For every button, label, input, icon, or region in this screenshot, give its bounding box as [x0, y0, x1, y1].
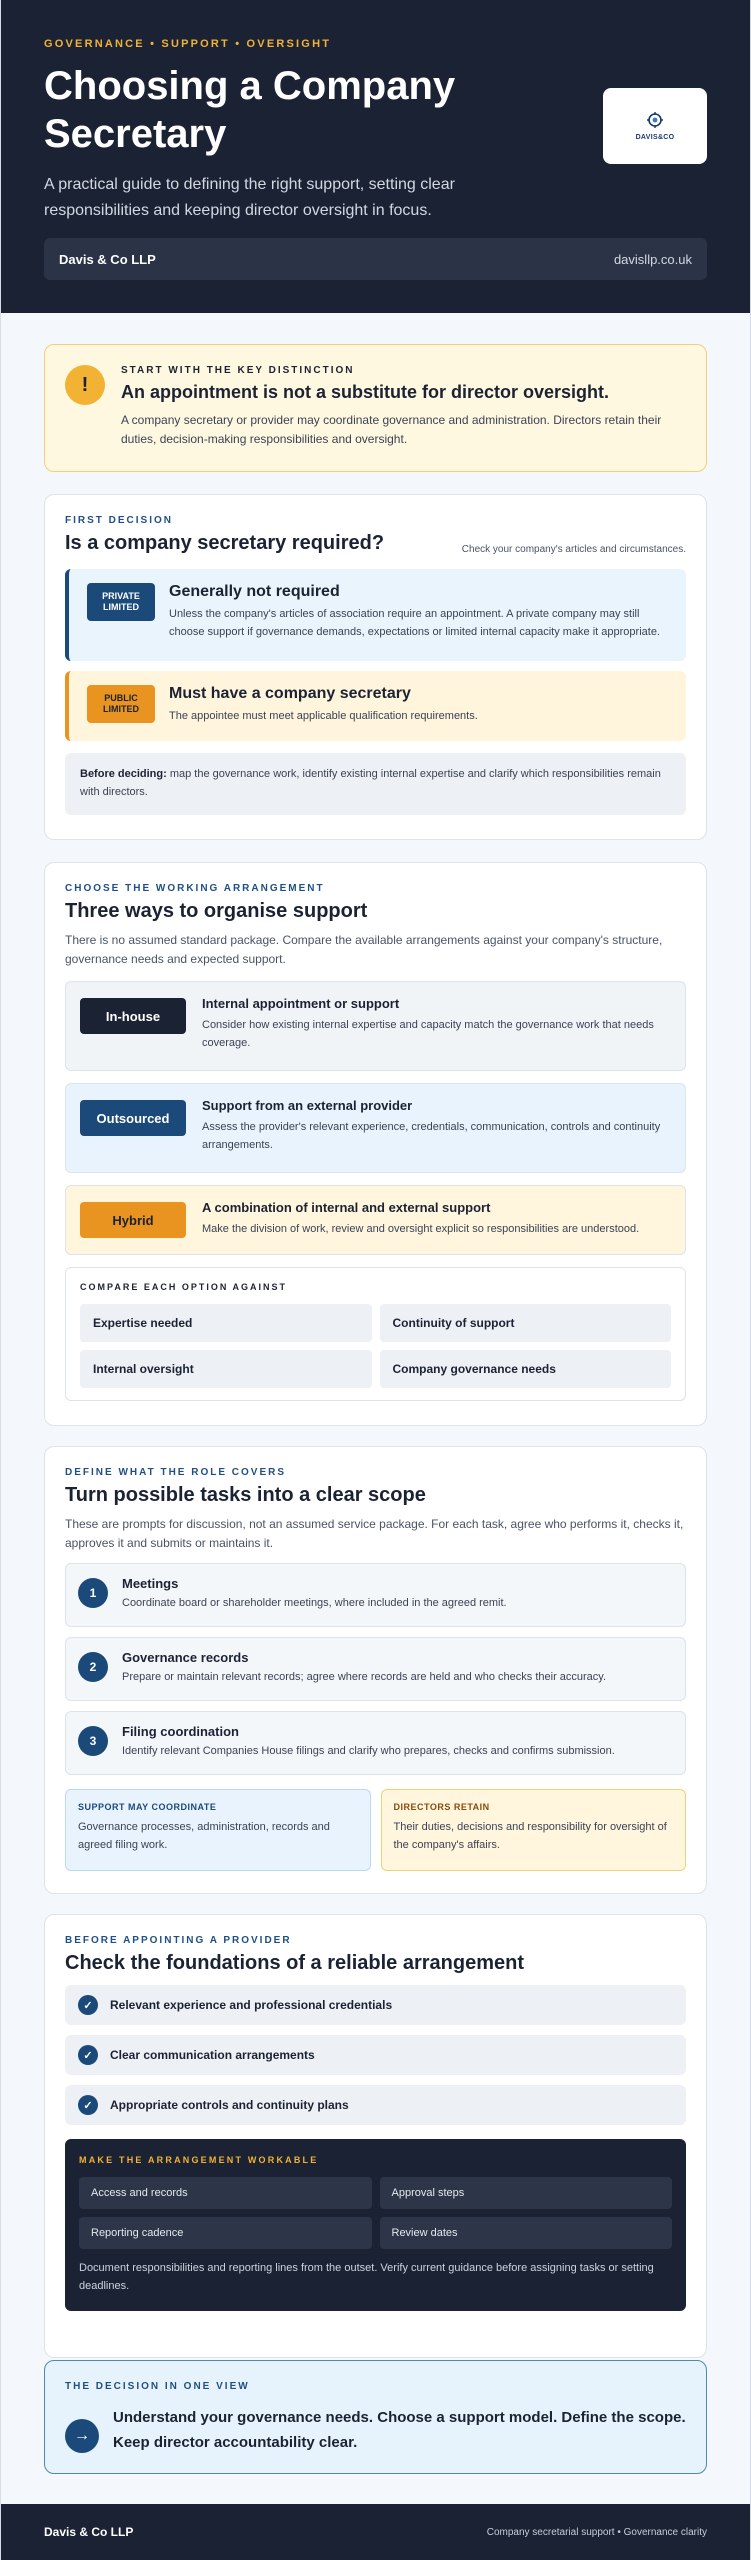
compare-item: Internal oversight — [80, 1350, 372, 1388]
alert-title: An appointment is not a substitute for director oversight. — [121, 382, 610, 402]
task-number: 1 — [78, 1578, 108, 1608]
hero — [1, 0, 750, 313]
private-option-title: Generally not required — [169, 583, 340, 600]
compare-item: Continuity of support — [380, 1304, 672, 1342]
private-limited-option — [65, 569, 686, 661]
workable-item: Approval steps — [380, 2177, 673, 2209]
workable-grid — [79, 2177, 672, 2249]
roles-grid — [65, 1789, 686, 1871]
private-option-text: Unless the company's articles of association require an appointment. A private company may still choose support if governance demands, expectations or limited internal capacity make it appropriate. — [169, 608, 660, 638]
check-icon: ✓ — [78, 2095, 98, 2115]
hero-lead: A practical guide to defining the right support, setting clear responsibilities and keeping director oversight in focus. — [44, 176, 455, 219]
check-item — [65, 2085, 686, 2125]
compare-item: Expertise needed — [80, 1304, 372, 1342]
task-title: Governance records — [122, 1650, 249, 1665]
arrangements-desc: There is no assumed standard package. Compare the available arrangements against your company's structure, governance needs and expected support. — [65, 933, 663, 966]
arrangement-title: Internal appointment or support — [202, 996, 400, 1011]
scope-title: Turn possible tasks into a clear scope — [65, 1484, 426, 1506]
arrangements-title: Three ways to organise support — [65, 900, 368, 922]
page-title: Choosing a Company Secretary — [44, 64, 456, 156]
decision-head — [65, 526, 686, 555]
hero-bar — [44, 238, 707, 280]
logo-mark-icon — [642, 111, 668, 131]
workable-item: Access and records — [79, 2177, 372, 2209]
workable-item: Reporting cadence — [79, 2217, 372, 2249]
note-label: Before deciding: — [80, 768, 167, 780]
logo-text: DAVIS&CO — [635, 134, 675, 141]
hero-firm: Davis & Co LLP — [59, 251, 156, 267]
logo — [603, 88, 707, 164]
support-may-coordinate-box — [65, 1789, 371, 1871]
hybrid-badge: Hybrid — [80, 1202, 186, 1238]
compare-grid — [80, 1304, 671, 1388]
compare-item: Company governance needs — [380, 1350, 672, 1388]
support-title: SUPPORT MAY COORDINATE — [78, 1802, 217, 1812]
foundations-section — [44, 1914, 707, 2358]
public-option-title: Must have a company secretary — [169, 685, 411, 702]
note-text: map the governance work, identify existing internal expertise and clarify which responsibilities remain with directors. — [80, 768, 661, 798]
arrangement-outsourced — [65, 1083, 686, 1173]
arrangement-text: Assess the provider's relevant experience, credentials, communication, controls and continuity arrangements. — [202, 1121, 661, 1151]
check-label: Appropriate controls and continuity plans — [110, 2098, 349, 2112]
alert-eyebrow: START WITH THE KEY DISTINCTION — [121, 365, 355, 376]
arrangement-hybrid — [65, 1185, 686, 1255]
decision-title: Is a company secretary required? — [65, 532, 385, 554]
public-limited-option — [65, 671, 686, 741]
workable-title: MAKE THE ARRANGEMENT WORKABLE — [79, 2155, 319, 2165]
scope-desc: These are prompts for discussion, not an assumed service package. For each task, agree who performs it, checks it, approves it and submits or maintains it. — [65, 1517, 684, 1550]
task-number: 3 — [78, 1726, 108, 1756]
foundations-title: Check the foundations of a reliable arrangement — [65, 1952, 524, 1974]
decision-eyebrow: FIRST DECISION — [65, 515, 174, 526]
support-text: Governance processes, administration, records and agreed filing work. — [78, 1821, 330, 1851]
workable-box — [65, 2139, 686, 2311]
first-decision-section — [44, 494, 707, 840]
check-icon: ✓ — [78, 2045, 98, 2065]
private-limited-badge: PRIVATE LIMITED — [87, 583, 155, 621]
arrangements-section — [44, 862, 707, 1426]
arrangement-title: A combination of internal and external support — [202, 1200, 491, 1215]
oneview-text: Understand your governance needs. Choose a support model. Define the scope. Keep director accountability clear. — [113, 2409, 686, 2451]
check-item — [65, 2035, 686, 2075]
task-item — [65, 1637, 686, 1701]
hero-site-link[interactable]: davisllp.co.uk — [613, 251, 692, 267]
warning-icon: ! — [65, 365, 105, 405]
in-house-badge: In-house — [80, 998, 186, 1034]
hero-eyebrow: GOVERNANCE • SUPPORT • OVERSIGHT — [44, 38, 332, 50]
check-label: Relevant experience and professional credentials — [110, 1998, 393, 2012]
oneview-eyebrow: THE DECISION IN ONE VIEW — [65, 2381, 250, 2392]
arrangements-eyebrow: CHOOSE THE WORKING ARRANGEMENT — [65, 883, 325, 894]
compare-box — [65, 1267, 686, 1401]
task-title: Meetings — [122, 1576, 179, 1591]
public-limited-badge: PUBLIC LIMITED — [87, 685, 155, 723]
footer — [1, 2504, 750, 2560]
task-item — [65, 1711, 686, 1775]
scope-section — [44, 1446, 707, 1894]
before-deciding-note — [65, 753, 686, 815]
workable-item: Review dates — [380, 2217, 673, 2249]
directors-text: Their duties, decisions and responsibility for oversight of the company's affairs. — [393, 1821, 667, 1851]
footer-tagline: Company secretarial support • Governance clarity — [486, 2526, 707, 2538]
public-option-text: The appointee must meet applicable qualification requirements. — [169, 710, 478, 722]
footer-firm: Davis & Co LLP — [44, 2525, 134, 2539]
task-text: Identify relevant Companies House filings and clarify who prepares, checks and confirms submission. — [122, 1745, 615, 1757]
workable-text: Document responsibilities and reporting lines from the outset. Verify current guidance before assigning tasks or setting deadlines. — [79, 2262, 654, 2292]
task-text: Prepare or maintain relevant records; agree where records are held and who checks their accuracy. — [122, 1671, 607, 1683]
compare-title: COMPARE EACH OPTION AGAINST — [80, 1282, 288, 1292]
check-item — [65, 1985, 686, 2025]
decision-hint: Check your company's articles and circumstances. — [461, 544, 686, 555]
arrangement-text: Consider how existing internal expertise and capacity match the governance work that needs coverage. — [202, 1019, 654, 1049]
arrow-right-icon: → — [65, 2419, 99, 2453]
arrangement-text: Make the division of work, review and oversight explicit so responsibilities are understood. — [202, 1223, 640, 1235]
arrangement-title: Support from an external provider — [202, 1098, 413, 1113]
task-number: 2 — [78, 1652, 108, 1682]
key-distinction-callout — [44, 344, 707, 472]
one-view-summary — [44, 2360, 707, 2474]
task-text: Coordinate board or shareholder meetings, where included in the agreed remit. — [122, 1597, 507, 1609]
check-icon: ✓ — [78, 1995, 98, 2015]
directors-title: DIRECTORS RETAIN — [393, 1802, 490, 1812]
task-title: Filing coordination — [122, 1724, 239, 1739]
check-label: Clear communication arrangements — [110, 2048, 315, 2062]
foundations-eyebrow: BEFORE APPOINTING A PROVIDER — [65, 1935, 292, 1946]
arrangement-in-house — [65, 981, 686, 1071]
alert-text: A company secretary or provider may coordinate governance and administration. Directors retain their duties, decision-making responsibilities and oversight. — [121, 413, 662, 446]
scope-eyebrow: DEFINE WHAT THE ROLE COVERS — [65, 1467, 287, 1478]
outsourced-badge: Outsourced — [80, 1100, 186, 1136]
task-item — [65, 1563, 686, 1627]
directors-retain-box — [381, 1789, 687, 1871]
